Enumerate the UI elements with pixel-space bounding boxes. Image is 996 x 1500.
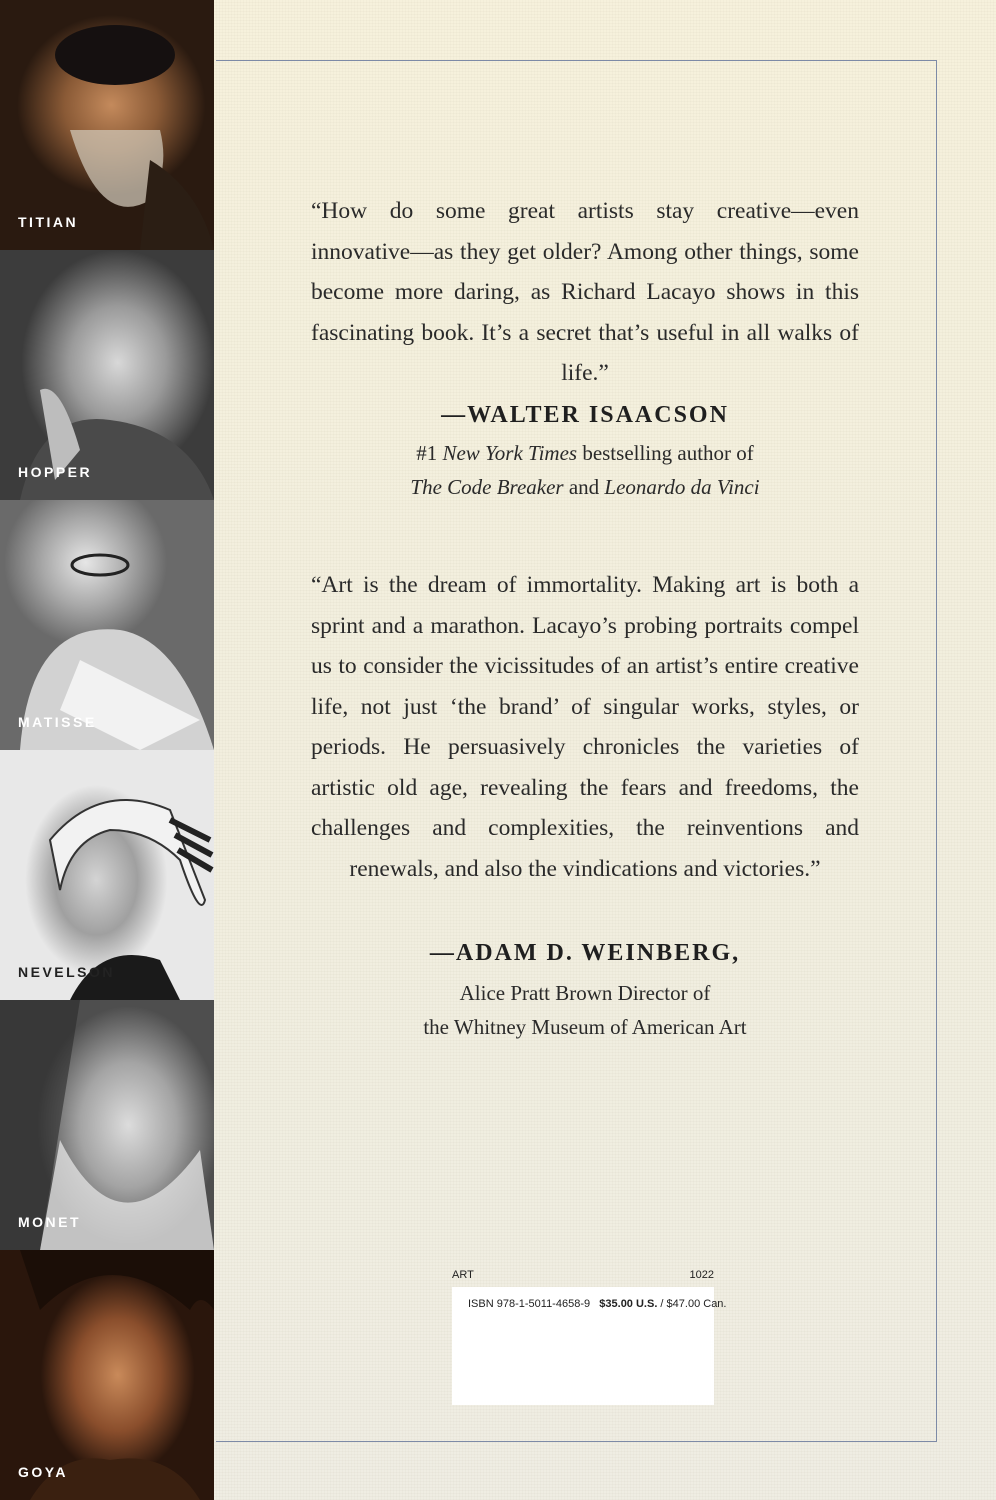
- goya-portrait-image: [0, 1250, 214, 1500]
- portrait-caption: NEVELSON: [18, 964, 116, 980]
- isbn-price-line: [468, 1298, 727, 1310]
- nevelson-portrait-image: [0, 750, 214, 1000]
- barcode-box: [452, 1287, 727, 1405]
- monet-portrait-image: [0, 1000, 214, 1250]
- portrait-monet: [0, 1000, 214, 1250]
- matisse-portrait-image: [0, 500, 214, 750]
- blurb-author-weinberg: —ADAM D. WEINBERG,: [429, 940, 741, 966]
- hopper-portrait-image: [0, 250, 214, 500]
- blurb-author-isaacson: —WALTER ISAACSON: [441, 402, 729, 428]
- titian-portrait-image: [0, 0, 214, 250]
- blurb-credential-line-2: the Whitney Museum of American Art: [423, 1015, 747, 1039]
- portrait-caption: MONET: [18, 1214, 82, 1230]
- portrait-hopper: [0, 250, 214, 500]
- portrait-caption: GOYA: [18, 1464, 68, 1480]
- blurb-quote-weinberg: “Art is the dream of immortality. Making art is both a sprint and a marathon. Lacayo’s probing portraits compel us to consider the vicissitudes of an artist’s entire creative life, not just ‘the brand’ of singular works, styles, or periods. He persuasively chronicles the varieties of artistic old age, revealing the fears and freedoms, the challenges and complexities, the reinventions and renewals, and also the vindications and victories.”: [311, 572, 859, 882]
- portrait-caption: MATISSE: [18, 714, 97, 730]
- price-us: $35.00 U.S.: [599, 1298, 658, 1310]
- portrait-caption: HOPPER: [18, 464, 93, 480]
- blurb-credential-line-1: #1 New York Times bestselling author of: [416, 441, 754, 465]
- blurb-credential-line-1: Alice Pratt Brown Director of: [459, 981, 711, 1005]
- portrait-nevelson: [0, 750, 214, 1000]
- portrait-matisse: [0, 500, 214, 750]
- category-code: 1022: [689, 1269, 714, 1281]
- category-row: [452, 1269, 714, 1285]
- portrait-caption: TITIAN: [18, 214, 79, 230]
- portrait-titian: [0, 0, 214, 250]
- blurb-credential-line-2: The Code Breaker and Leonardo da Vinci: [410, 475, 760, 499]
- price-can: / $47.00 Can.: [657, 1298, 727, 1310]
- category-label: ART: [452, 1269, 474, 1281]
- isbn-number: ISBN 978-1-5011-4658-9: [468, 1298, 591, 1310]
- blurb-quote-isaacson: “How do some great artists stay creative—even innovative—as they get older? Among other things, some become more daring, as Richard Lacayo shows in this fascinating book. It’s a secret that’s useful in all walks of life.”: [311, 198, 859, 386]
- portrait-goya: [0, 1250, 214, 1500]
- portrait-strip: [0, 0, 214, 1500]
